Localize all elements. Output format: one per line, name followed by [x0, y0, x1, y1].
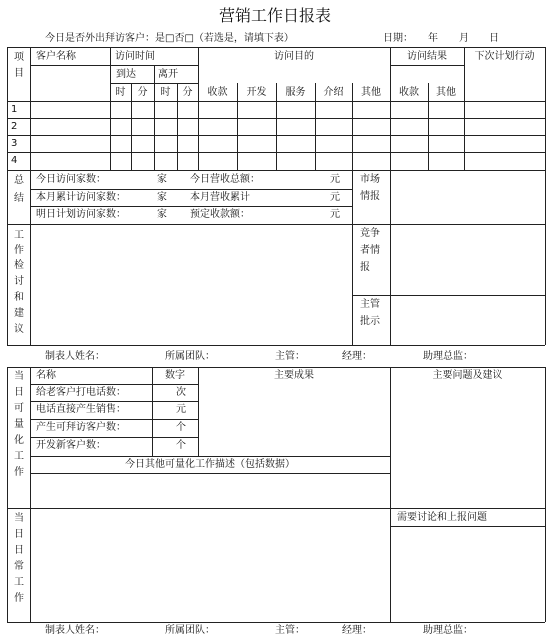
- signature-maker: 制表人姓名：: [45, 351, 105, 362]
- signature-manager: 经理：: [342, 351, 372, 362]
- arrive-header: 到达: [116, 69, 136, 80]
- visits-plan: 明日计划访问家数：: [36, 209, 126, 220]
- leave-header: 离开: [158, 69, 178, 80]
- quant-item-name: 电话直接产生销售：: [36, 404, 126, 415]
- daily-label: 日: [14, 529, 24, 540]
- item-label-1: 项: [14, 52, 24, 63]
- supervisor-comment-1: 主管: [360, 299, 380, 310]
- table-rule: [30, 401, 198, 402]
- table-rule: [198, 47, 199, 170]
- signature-assistant: 助理总监：: [423, 625, 473, 636]
- table-rule: [7, 170, 545, 171]
- table-rule: [352, 295, 545, 296]
- main-issues-header: 主要问题及建议: [432, 370, 503, 381]
- row-number: 4: [11, 155, 18, 166]
- table-rule: [30, 189, 352, 190]
- table-rule: [30, 437, 198, 438]
- quant-label: 日: [14, 387, 24, 398]
- quant-item-unit: 元: [176, 404, 186, 415]
- quant-label: 工: [14, 451, 24, 462]
- other-quant-desc: 今日其他可量化工作描述（包括数据）: [125, 459, 295, 470]
- quant-label: 作: [14, 467, 24, 478]
- date-month: 月: [459, 33, 469, 44]
- competitor-info-2: 者情: [360, 245, 380, 256]
- arrive-minute: 分: [137, 87, 148, 98]
- purpose-other: 其他: [361, 87, 381, 98]
- date-day: 日: [489, 33, 499, 44]
- revenue-month: 本月营收累计: [190, 192, 250, 203]
- table-rule: [30, 367, 31, 622]
- table-rule: [30, 47, 31, 345]
- quant-label: 量: [14, 419, 24, 430]
- unit-home: 家: [157, 209, 167, 220]
- table-rule: [30, 384, 198, 385]
- table-rule: [154, 65, 155, 170]
- signature-maker: 制表人姓名：: [45, 625, 105, 636]
- page-title: 营销工作日报表: [218, 6, 331, 25]
- row-number: 1: [11, 104, 18, 115]
- market-info-1: 市场: [360, 174, 380, 185]
- table-rule: [545, 367, 546, 622]
- revenue-today: 今日营收总额：: [190, 174, 260, 185]
- unit-home: 家: [157, 192, 167, 203]
- signature-team: 所属团队：: [165, 351, 215, 362]
- next-plan-header: 下次计划行动: [474, 51, 535, 62]
- daily-label: 工: [14, 577, 24, 588]
- table-rule: [7, 508, 545, 509]
- visits-month: 本月累计访问家数：: [36, 192, 126, 203]
- market-info-2: 情报: [360, 191, 380, 202]
- main-results-header: 主要成果: [274, 370, 314, 381]
- unit-yuan: 元: [330, 174, 340, 185]
- date-label: 日期：: [383, 33, 413, 44]
- daily-label: 日: [14, 545, 24, 556]
- item-label-2: 目: [14, 68, 24, 79]
- table-rule: [7, 622, 545, 623]
- purpose-develop: 开发: [246, 87, 267, 98]
- review-label: 和: [14, 292, 24, 303]
- visits-today: 今日访问家数：: [36, 174, 106, 185]
- unit-home: 家: [157, 174, 167, 185]
- purpose-intro: 介绍: [323, 87, 344, 98]
- supervisor-comment-2: 批示: [360, 316, 380, 327]
- table-rule: [390, 65, 464, 66]
- daily-label: 常: [14, 561, 24, 572]
- review-label: 讨: [14, 276, 24, 287]
- quant-number-header: 数字: [165, 370, 185, 381]
- signature-supervisor: 主管：: [275, 351, 305, 362]
- table-rule: [390, 367, 391, 622]
- competitor-info-1: 竞争: [360, 228, 380, 239]
- table-rule: [7, 47, 8, 345]
- table-rule: [464, 47, 465, 170]
- quant-item-name: 产生可拜访客户数：: [36, 422, 126, 433]
- table-rule: [30, 473, 390, 474]
- table-rule: [30, 206, 352, 207]
- signature-assistant: 助理总监：: [423, 351, 473, 362]
- quant-label: 可: [14, 403, 24, 414]
- review-label: 作: [14, 245, 24, 256]
- review-label: 建: [14, 308, 24, 319]
- purpose-header: 访问目的: [274, 51, 314, 62]
- visit-question: 今日是否外出拜访客户：是□否□（若选是，请填下表）: [45, 33, 294, 44]
- daily-label: 当: [14, 513, 24, 524]
- table-rule: [352, 170, 353, 345]
- table-rule: [30, 65, 198, 66]
- table-rule: [545, 47, 546, 345]
- result-header: 访问结果: [407, 51, 447, 62]
- table-rule: [110, 47, 111, 170]
- quant-label: 化: [14, 435, 24, 446]
- summary-label-1: 总: [14, 175, 24, 186]
- visit-time-header: 访问时间: [115, 51, 155, 62]
- signature-manager: 经理：: [342, 625, 372, 636]
- purpose-service: 服务: [285, 87, 306, 98]
- table-rule: [7, 367, 545, 368]
- table-rule: [30, 419, 198, 420]
- collect-plan: 预定收款额：: [190, 209, 250, 220]
- quant-item-unit: 次: [176, 387, 186, 398]
- table-rule: [30, 456, 390, 457]
- review-label: 检: [14, 260, 24, 271]
- signature-supervisor: 主管：: [275, 625, 305, 636]
- unit-yuan: 元: [330, 192, 340, 203]
- review-label: 工: [14, 230, 24, 241]
- arrive-hour: 时: [115, 87, 126, 98]
- quant-item-name: 给老客户打电话数：: [36, 387, 126, 398]
- customer-name-header: 客户名称: [36, 51, 76, 62]
- signature-team: 所属团队：: [165, 625, 215, 636]
- quant-name-header: 名称: [36, 370, 56, 381]
- table-rule: [7, 367, 8, 622]
- quant-item-unit: 个: [176, 422, 186, 433]
- discuss-issues-header: 需要讨论和上报问题: [397, 512, 487, 523]
- result-collect: 收款: [399, 87, 419, 98]
- summary-label-2: 结: [14, 193, 24, 204]
- daily-label: 作: [14, 593, 24, 604]
- quant-item-unit: 个: [176, 440, 186, 451]
- leave-hour: 时: [160, 87, 171, 98]
- purpose-collect: 收款: [207, 87, 228, 98]
- competitor-info-3: 报: [360, 262, 370, 273]
- unit-yuan: 元: [330, 209, 340, 220]
- result-other: 其他: [436, 87, 456, 98]
- date-year: 年: [428, 33, 438, 44]
- table-rule: [7, 224, 545, 225]
- leave-minute: 分: [182, 87, 193, 98]
- quant-item-name: 开发新客户数：: [36, 440, 106, 451]
- table-rule: [390, 526, 545, 527]
- quant-label: 当: [14, 371, 24, 382]
- row-number: 3: [11, 138, 18, 149]
- review-label: 议: [14, 324, 24, 335]
- row-number: 2: [11, 121, 18, 132]
- table-rule: [7, 345, 545, 346]
